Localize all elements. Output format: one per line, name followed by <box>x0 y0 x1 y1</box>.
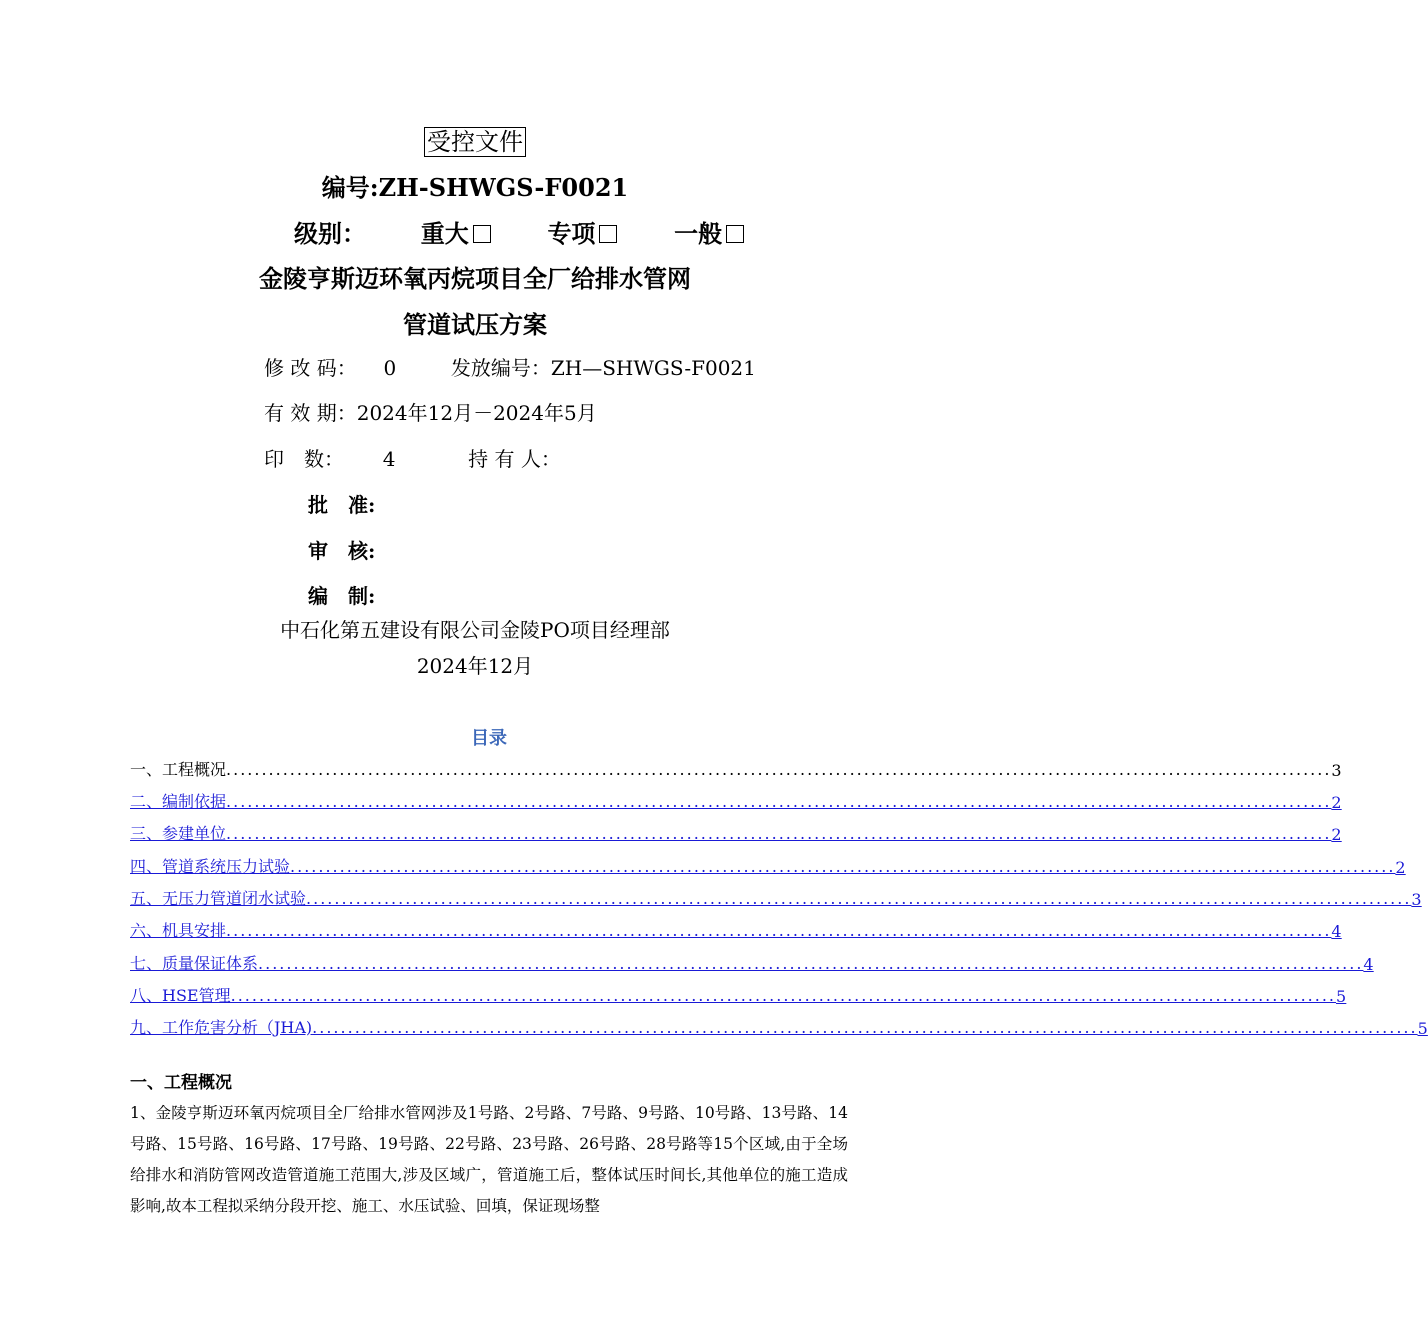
toc-item-page: 2 <box>1395 858 1406 877</box>
toc-item-label: 五、无压力管道闭水试验 <box>130 889 307 908</box>
toc-item-equipment[interactable] <box>130 919 1342 941</box>
level-option-general: 一般 <box>674 219 723 248</box>
level-label: 级别： <box>294 219 366 248</box>
toc-dot-leader: ............................................................................................................................................................ <box>226 921 1332 940</box>
document-date: 2024年12月 <box>416 654 534 678</box>
toc-dot-leader: ............................................................................................................................................................ <box>226 824 1332 843</box>
toc-dot-leader: ............................................................................................................................................................ <box>312 1018 1418 1037</box>
revision-row <box>264 352 756 381</box>
toc-item-page: 3 <box>1331 761 1342 780</box>
section-heading: 一、工程概况 <box>130 1073 232 1093</box>
controlled-document-stamp <box>0 122 950 157</box>
copies-label: 印 数： <box>264 447 344 471</box>
section-paragraph: 1、金陵亨斯迈环氧丙烷项目全厂给排水管网涉及1号路、2号路、7号路、9号路、10号路、13号路、14号路、15号路、16号路、17号路、19号路、22号路、23号路、26号路、28号路等15个区域,由于全场给排水和消防管网改造管道施工范围大,涉及区域广，管道施工后，整体试压时间长,其他单位的施工造成影响,故本工程拟采纳分段开挖、施工、水压试验、回填，保证现场整 <box>130 1104 848 1215</box>
toc-item-label: 九、工作危害分析（JHA) <box>130 1018 313 1037</box>
toc-item-page: 4 <box>1331 922 1342 941</box>
toc-item-label: 八、HSE管理 <box>130 986 231 1005</box>
toc-item-hse[interactable] <box>130 984 1347 1006</box>
company-name: 中石化第五建设有限公司金陵PO项目经理部 <box>280 618 670 642</box>
toc-item-closed-water-test[interactable] <box>130 887 1422 909</box>
holder-label: 持 有 人： <box>468 447 561 471</box>
toc-item-label: 二、编制依据 <box>130 792 227 811</box>
toc-item-label: 四、管道系统压力试验 <box>130 857 291 876</box>
issue-value: ZH—SHWGS-F0021 <box>550 356 756 380</box>
copies-row <box>264 443 561 472</box>
toc-item-units[interactable] <box>130 822 1342 844</box>
toc-item-label: 六、机具安排 <box>130 921 227 940</box>
checkbox-major-icon[interactable] <box>473 225 491 243</box>
toc-item-page: 3 <box>1411 890 1422 909</box>
revision-label: 修 改 码： <box>264 356 357 380</box>
toc-dot-leader: ............................................................................................................................................................ <box>290 857 1396 876</box>
title-line-1: 金陵亨斯迈环氧丙烷项目全厂给排水管网 <box>259 264 691 293</box>
toc-dot-leader: ............................................................................................................................................................ <box>306 889 1412 908</box>
toc-item-page: 4 <box>1363 955 1374 974</box>
compile-label: 编 制: <box>308 584 376 608</box>
toc-dot-leader: ............................................................................................................................................................ <box>230 986 1337 1005</box>
toc-item-basis[interactable] <box>130 790 1342 812</box>
issue-label: 发放编号： <box>450 356 551 380</box>
toc-item-label: 三、参建单位 <box>130 824 227 843</box>
toc-item-page: 2 <box>1331 793 1342 812</box>
toc-item-label: 七、质量保证体系 <box>130 954 259 973</box>
toc-item-overview[interactable] <box>130 758 1342 780</box>
revision-value: 0 <box>383 356 397 380</box>
level-option-special: 专项 <box>547 219 596 248</box>
checkbox-special-icon[interactable] <box>599 225 617 243</box>
toc-dot-leader: ............................................................................................................................................................ <box>226 760 1332 779</box>
validity-row <box>264 397 597 426</box>
toc-item-label: 一、工程概况 <box>130 760 227 779</box>
review-label: 审 核: <box>308 539 376 563</box>
checkbox-general-icon[interactable] <box>726 225 744 243</box>
document-number: 编号:ZH-SHWGS-F0021 <box>321 173 629 202</box>
copies-value: 4 <box>382 447 396 471</box>
toc-item-page: 2 <box>1331 825 1342 844</box>
toc-title: 目录 <box>471 728 507 749</box>
title-line-2: 管道试压方案 <box>403 310 547 339</box>
toc-item-pressure-test[interactable] <box>130 855 1406 877</box>
toc-dot-leader: ............................................................................................................................................................ <box>258 954 1364 973</box>
toc-item-jha[interactable] <box>130 1016 1428 1038</box>
approve-label: 批 准: <box>308 493 376 517</box>
validity-value: 2024年12月－2024年5月 <box>356 401 597 425</box>
toc-dot-leader: ............................................................................................................................................................ <box>226 792 1332 811</box>
level-row <box>294 214 744 249</box>
toc-item-quality[interactable] <box>130 952 1374 974</box>
toc-item-page: 5 <box>1336 987 1347 1006</box>
level-option-major: 重大 <box>420 219 469 248</box>
validity-label: 有 效 期： <box>264 401 357 425</box>
controlled-document-label: 受控文件 <box>424 127 526 157</box>
toc-item-page: 5 <box>1417 1019 1428 1038</box>
